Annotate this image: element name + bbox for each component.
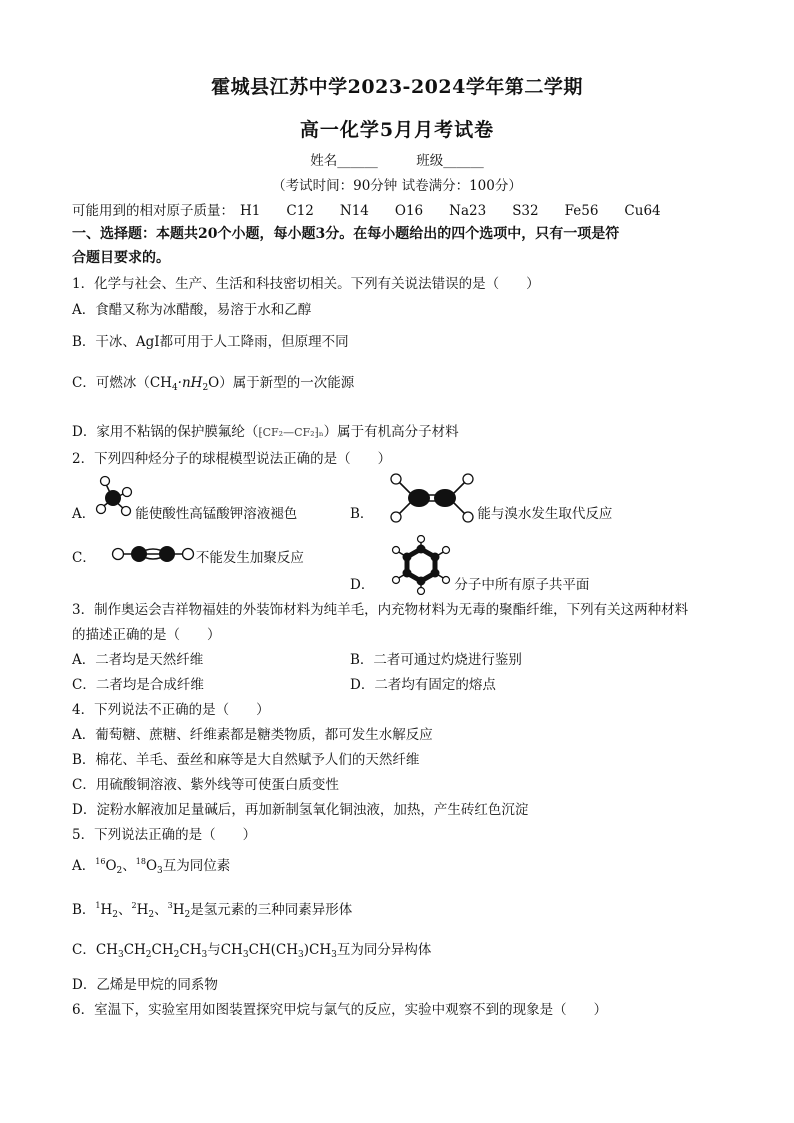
q5-option-b: B．$^1H_2$、$^2H_2$、$^3H_2$是氢元素的三种同素异形体 xyxy=(72,901,353,920)
q5-option-d: D．乙烯是甲烷的同系物 xyxy=(72,977,218,993)
atomic-mass-n: N14 xyxy=(339,203,369,219)
methane-model-icon xyxy=(95,474,135,524)
acetylene-model-icon xyxy=(110,540,196,568)
q5-option-a: A．$^{16}O_2$、$^{18}O_3$互为同位素 xyxy=(72,857,231,876)
q3-option-d: D．二者均有固定的熔点 xyxy=(350,677,496,693)
name-field[interactable]: 姓名______ xyxy=(310,153,378,169)
q2-option-c: C． 不能发生加聚反应 xyxy=(72,540,304,568)
q2-option-a: A． 能使酸性高锰酸钾溶液褪色 xyxy=(72,474,297,524)
atomic-mass-h: H1 xyxy=(240,203,261,219)
atomic-mass-cu: Cu64 xyxy=(624,203,661,219)
q3-option-a: A．二者均是天然纤维 xyxy=(72,652,204,668)
atomic-mass-c: C12 xyxy=(286,203,314,219)
atomic-mass-o: O16 xyxy=(394,203,424,219)
atomic-mass-na: Na23 xyxy=(449,203,487,219)
q5-stem: 5．下列说法正确的是（ ） xyxy=(72,827,257,843)
q4-option-a: A．葡萄糖、蔗糖、纤维素都是糖类物质，都可发生水解反应 xyxy=(72,727,433,743)
q2-option-d: D． 分子中所有原子共平面 xyxy=(350,535,589,595)
ethylene-model-icon xyxy=(387,472,477,524)
q3-option-b: B．二者可通过灼烧进行鉴别 xyxy=(350,652,522,668)
benzene-model-icon xyxy=(388,535,454,595)
q5-option-c: C．$CH_3CH_2CH_2CH_3$与$CH_3CH(CH_3)CH_3$互为同分异构体 xyxy=(72,942,432,960)
exam-title: 霍城县江苏中学2023-2024学年第二学期 xyxy=(211,76,583,98)
class-field[interactable]: 班级______ xyxy=(416,153,484,169)
q4-option-b: B．棉花、羊毛、蚕丝和麻等是大自然赋予人们的天然纤维 xyxy=(72,752,420,768)
atomic-masses xyxy=(72,199,661,219)
ptfe-formula: ⁅CF₂—CF₂⁆ₙ xyxy=(258,426,324,439)
q4-option-d: D．淀粉水解液加足量碱后，再加新制氢氧化铜浊液，加热，产生砖红色沉淀 xyxy=(72,802,529,818)
atomic-mass-label: 可能用到的相对原子质量： xyxy=(72,203,234,219)
section-heading-line2: 合题目要求的。 xyxy=(72,250,170,266)
q3-option-c: C．二者均是合成纤维 xyxy=(72,677,204,693)
q1-option-d: D．家用不粘锅的保护膜氟纶（⁅CF₂—CF₂⁆ₙ）属于有机高分子材料 xyxy=(72,424,459,440)
q3-stem-line2: 的描述正确的是（ ） xyxy=(72,627,221,643)
q3-stem-line1: 3．制作奥运会吉祥物福娃的外装饰材料为纯羊毛，内充物材料为无毒的聚酯纤维，下列有关这两种材料 xyxy=(72,602,689,618)
q1-option-a: A．食醋又称为冰醋酸，易溶于水和乙醇 xyxy=(72,302,312,318)
q1-option-b: B．干冰、AgI都可用于人工降雨，但原理不同 xyxy=(72,334,349,350)
q2-option-b: B． 能与溴水发生取代反应 xyxy=(350,472,612,524)
q6-stem: 6．室温下，实验室用如图装置探究甲烷与氯气的反应，实验中观察不到的现象是（ ） xyxy=(72,1002,608,1018)
atomic-mass-s: S32 xyxy=(512,203,539,219)
q2-stem: 2．下列四种烃分子的球棍模型说法正确的是（ ） xyxy=(72,451,392,467)
q1-stem: 1．化学与社会、生产、生活和科技密切相关。下列有关说法错误的是（ ） xyxy=(72,276,540,292)
exam-subtitle: 高一化学5月月考试卷 xyxy=(299,119,495,141)
q4-stem: 4．下列说法不正确的是（ ） xyxy=(72,702,270,718)
student-info xyxy=(0,149,794,169)
q4-option-c: C．用硫酸铜溶液、紫外线等可使蛋白质变性 xyxy=(72,777,339,793)
atomic-mass-fe: Fe56 xyxy=(564,203,599,219)
section-heading-line1: 一、选择题：本题共20个小题，每小题3分。在每小题给出的四个选项中，只有一项是符 xyxy=(72,226,620,242)
exam-info: （考试时间：90分钟 试卷满分：100分） xyxy=(272,178,522,194)
q1-option-c: C．可燃冰$(CH_4\cdot nH_2O)$属于新型的一次能源 xyxy=(72,375,355,393)
